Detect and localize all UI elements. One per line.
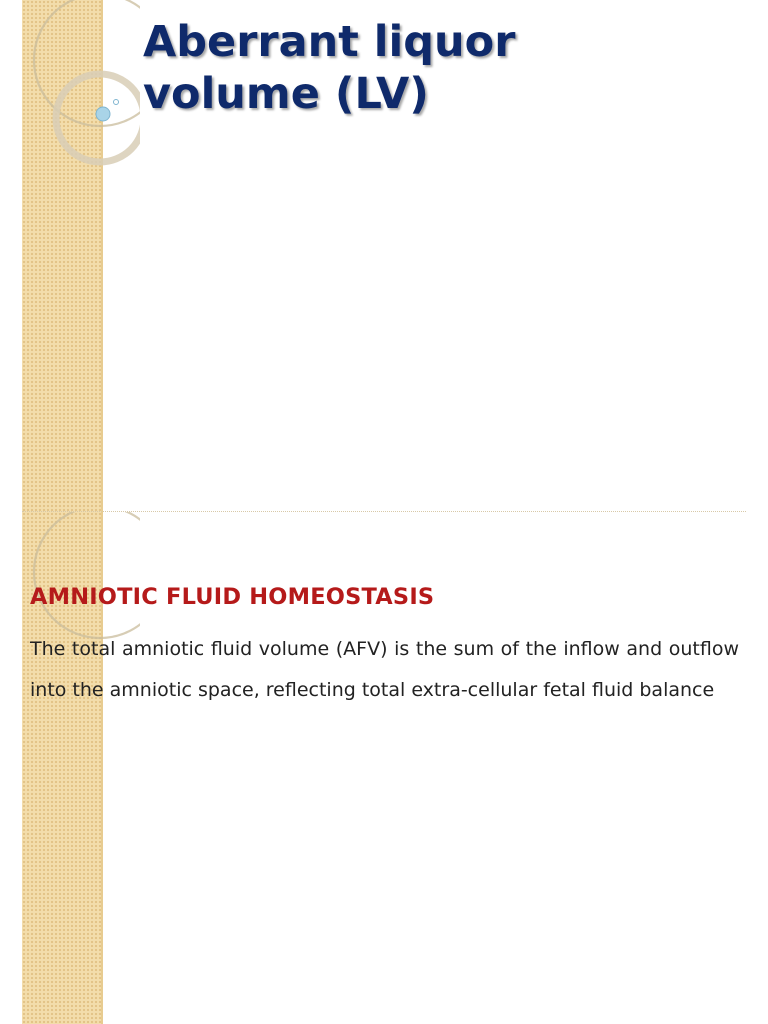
slide-title xyxy=(143,16,743,120)
body-paragraph: The total amniotic fluid volume (AFV) is the sum of the inflow and outflow into the amniotic space, reflecting total extra-cellular fetal fluid balance xyxy=(30,638,739,701)
small-bubble-icon xyxy=(114,100,119,105)
slide-title-line-1: Aberrant liquor xyxy=(143,17,516,67)
slide-2 xyxy=(0,512,768,1024)
section-heading: AMNIOTIC FLUID HOMEOSTASIS xyxy=(30,584,435,610)
slide-title-line-2: volume (LV) xyxy=(143,69,429,119)
textured-side-strip xyxy=(22,0,102,512)
strip-edge xyxy=(101,0,103,512)
